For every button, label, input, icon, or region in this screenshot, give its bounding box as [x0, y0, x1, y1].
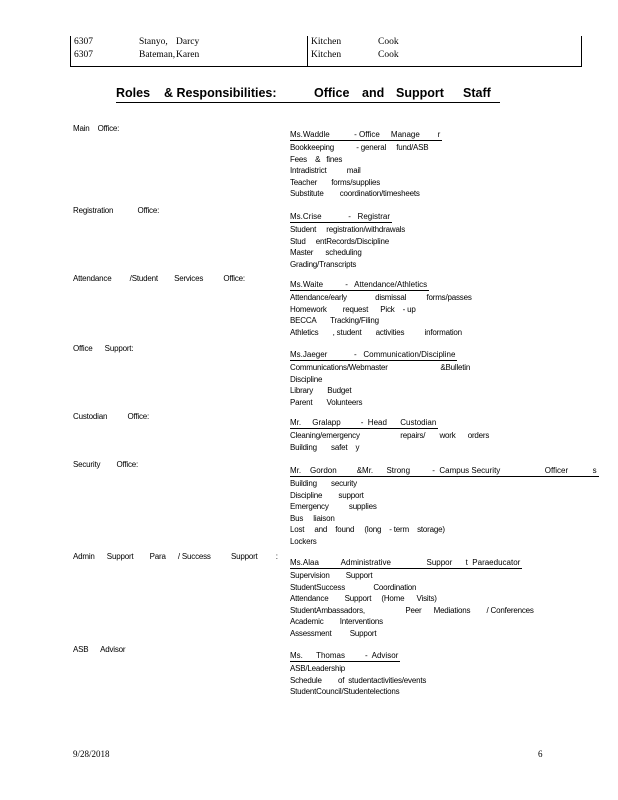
duty-item: ASB/Leadership — [290, 664, 346, 673]
footer-date: 9/28/2018 — [73, 749, 110, 759]
duty-item: Supervision Support — [290, 571, 373, 580]
duty-item: Emergency supplies — [290, 502, 377, 511]
staff-name: Ms.Crise - Registrar — [290, 212, 391, 221]
department: Kitchen — [311, 50, 342, 60]
position: Cook — [378, 37, 399, 47]
staff-name: Ms.Waddle - Office Manage r — [290, 130, 441, 139]
duty-item: Intradistrict mail — [290, 166, 361, 175]
staff-block — [290, 460, 599, 547]
staff-name: Ms.Alaa Administrative Suppor t Paraeducator — [290, 558, 521, 567]
staff-name: Mr. Gordon &Mr. Strong - Campus Security Officer s — [290, 466, 597, 475]
staff-block — [290, 274, 472, 338]
duty-item: Schedule of studentactivities/events — [290, 675, 427, 685]
duty-item: Assessment Support — [290, 628, 377, 638]
first-name: Karen — [176, 50, 200, 60]
duty-item: Cleaning/emergency repairs/ work orders — [290, 431, 490, 440]
staff-name: Ms.Waite - Attendance/Athletics — [290, 280, 428, 289]
page-number: 6 — [538, 749, 543, 759]
duty-item: Stud entRecords/Discipline — [290, 236, 389, 246]
duty-item: Homework request Pick - up — [290, 304, 416, 314]
section-heading — [0, 86, 618, 104]
staff-block — [290, 645, 426, 698]
duty-item: Lockers — [290, 536, 317, 546]
heading-word: Staff — [463, 86, 491, 100]
heading-word: Roles — [116, 86, 151, 100]
duty-item: Parent Volunteers — [290, 397, 363, 407]
duty-item: Attendance/early dismissal forms/passes — [290, 293, 472, 302]
heading-word: Office — [314, 86, 350, 100]
staff-block — [290, 552, 534, 639]
role-label: ASB Advisor — [73, 645, 126, 654]
duty-item: Discipline — [290, 374, 323, 384]
heading-word: and — [362, 86, 385, 100]
duty-item: Athletics , student activities information — [290, 327, 462, 337]
duty-item: Substitute coordination/timesheets — [290, 189, 420, 198]
duty-item: StudentCouncil/Studentelections — [290, 687, 400, 696]
role-label: Admin Support Para / Success Support : — [73, 552, 278, 561]
duty-item: Lost and found (long - term storage) — [290, 525, 445, 534]
duty-item: Bookkeeping - general fund/ASB — [290, 143, 429, 152]
staff-block — [290, 344, 470, 408]
duty-item: Building security — [290, 479, 357, 488]
table-row — [71, 37, 581, 50]
duty-item: BECCA Tracking/Filing — [290, 316, 379, 325]
staff-block — [290, 124, 442, 200]
table-row — [71, 50, 581, 63]
duty-item: Master scheduling — [290, 248, 362, 257]
duty-item: Fees & fines — [290, 154, 343, 164]
staff-name: Mr. Gralapp - Head Custodian — [290, 418, 437, 427]
staff-name: Ms. Thomas - Advisor — [290, 651, 399, 660]
duty-item: Teacher forms/supplies — [290, 177, 380, 187]
staff-block — [290, 206, 405, 270]
staff-block — [290, 412, 489, 453]
employee-id: 6307 — [74, 37, 93, 47]
role-label: Main Office: — [73, 124, 120, 133]
position: Cook — [378, 50, 399, 60]
duty-item: Student registration/withdrawals — [290, 225, 406, 234]
duty-item: Academic Interventions — [290, 617, 383, 626]
duty-item: Grading/Transcripts — [290, 259, 357, 269]
department: Kitchen — [311, 37, 342, 47]
employee-id: 6307 — [74, 50, 93, 60]
duty-item: Attendance Support (Home Visits) — [290, 594, 437, 603]
role-label: Attendance /Student Services Office: — [73, 274, 245, 283]
duty-item: StudentSuccess Coordination — [290, 582, 417, 592]
duty-item: Library Budget — [290, 386, 352, 395]
first-name: Darcy — [176, 37, 200, 47]
last-name: Stanyo, — [139, 37, 168, 47]
role-label: Registration Office: — [73, 206, 160, 215]
role-label: Custodian Office: — [73, 412, 150, 421]
heading-underline — [116, 102, 500, 103]
duty-item: Building safet y — [290, 442, 360, 452]
role-label: Security Office: — [73, 460, 139, 469]
heading-word: Support — [396, 86, 444, 100]
duty-item: StudentAmbassadors, Peer Mediations / Conferences — [290, 605, 534, 615]
duty-item: Communications/Webmaster &Bulletin — [290, 363, 471, 372]
duty-item: Bus liaison — [290, 513, 335, 523]
heading-word: & Responsibilities: — [164, 86, 277, 100]
staff-table-fragment — [70, 36, 582, 67]
duty-item: Discipline support — [290, 490, 364, 500]
staff-name: Ms.Jaeger - Communication/Discipline — [290, 350, 456, 359]
last-name: Bateman, — [139, 50, 176, 60]
role-label: Office Support: — [73, 344, 134, 353]
